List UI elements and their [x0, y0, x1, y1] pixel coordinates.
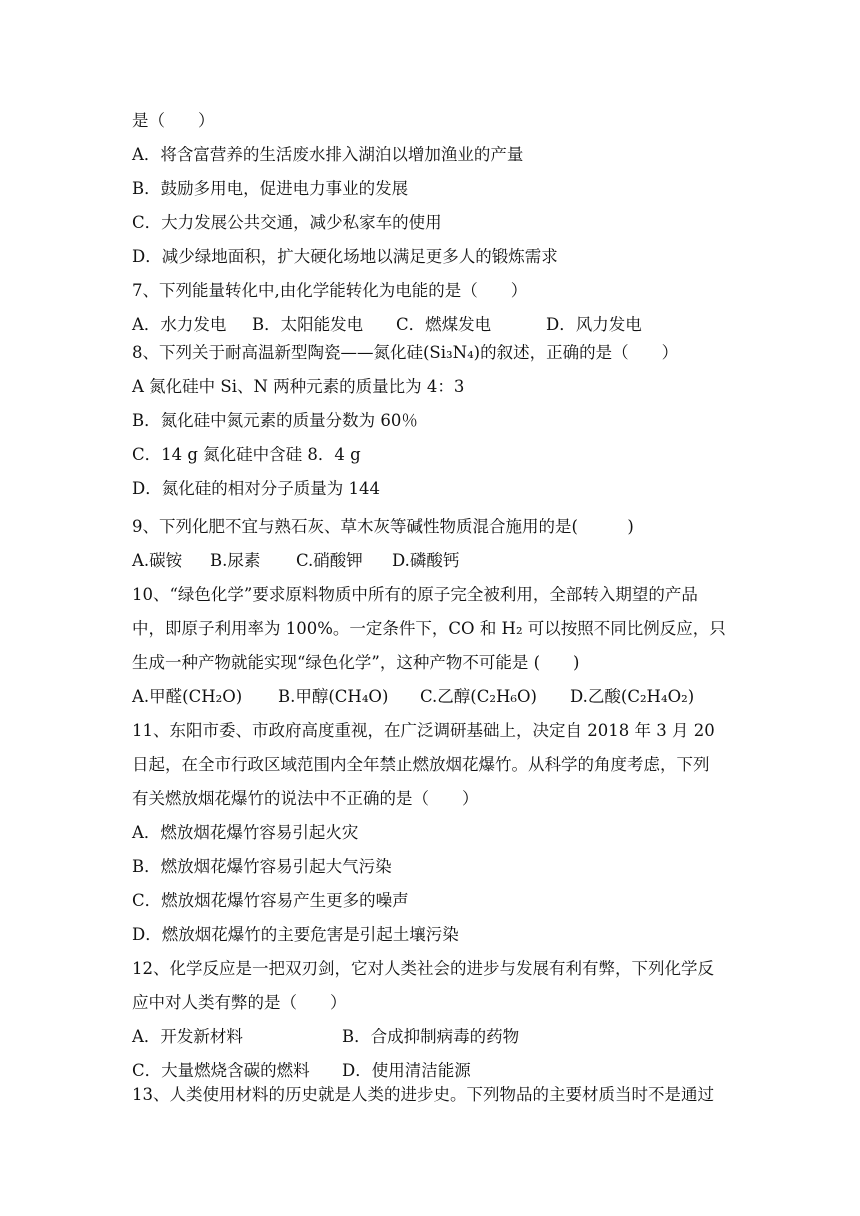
q12-option-c: C．大量燃烧含碳的燃料: [132, 1061, 310, 1080]
question-9: 9、下列化肥不宜与熟石灰、草木灰等碱性物质混合施用的是( ): [132, 517, 634, 536]
q9-option-c: C.硝酸钾: [296, 551, 363, 570]
q11-option-c: C．燃放烟花爆竹容易产生更多的噪声: [132, 891, 409, 910]
q8-option-c: C．14 g 氮化硅中含硅 8．4 g: [132, 445, 361, 464]
q12-option-b: B．合成抑制病毒的药物: [342, 1027, 520, 1046]
q9-option-a: A.碳铵: [132, 551, 183, 570]
question-11-line1: 11、东阳市委、市政府高度重视，在广泛调研基础上，决定自 2018 年 3 月 20: [132, 721, 715, 740]
question-10-line1: 10、“绿色化学”要求原料物质中所有的原子完全被利用，全部转入期望的产品: [132, 585, 698, 604]
q12-options-row2: [132, 1061, 732, 1081]
text-line: 是（ ）: [132, 111, 215, 130]
q7-option-d: D．风力发电: [546, 315, 642, 334]
question-11-line2: 日起，在全市行政区域范围内全年禁止燃放烟花爆竹。从科学的角度考虑，下列: [132, 755, 710, 774]
q8-option-d: D．氮化硅的相对分子质量为 144: [132, 479, 380, 498]
question-8: 8、下列关于耐高温新型陶瓷——氮化硅(Si₃N₄)的叙述，正确的是（ ）: [132, 343, 679, 362]
q8-option-a: A 氮化硅中 Si、N 两种元素的质量比为 4：3: [132, 377, 465, 396]
q7-option-b: B．太阳能发电: [252, 315, 364, 334]
q7-options: [132, 315, 732, 335]
q10-option-d: D.乙酸(C₂H₄O₂): [570, 687, 695, 706]
q7-option-a: A．水力发电: [132, 315, 227, 334]
q11-option-d: D．燃放烟花爆竹的主要危害是引起土壤污染: [132, 925, 459, 944]
question-12-line2: 应中对人类有弊的是（ ）: [132, 993, 347, 1012]
question-13-line1: 13、人类使用材料的历史就是人类的进步史。下列物品的主要材质当时不是通过: [132, 1085, 714, 1104]
q12-options-row1: [132, 1027, 732, 1047]
q6-option-b: B．鼓励多用电，促进电力事业的发展: [132, 179, 409, 198]
q9-options: [132, 551, 732, 571]
question-7: 7、下列能量转化中,由化学能转化为电能的是（ ）: [132, 281, 528, 300]
q10-option-c: C.乙醇(C₂H₆O): [420, 687, 537, 706]
question-12-line1: 12、化学反应是一把双刃剑，它对人类社会的进步与发展有利有弊，下列化学反: [132, 959, 714, 978]
question-11-line3: 有关燃放烟花爆竹的说法中不正确的是（ ）: [132, 789, 479, 808]
q9-option-b: B.尿素: [210, 551, 261, 570]
q12-option-a: A．开发新材料: [132, 1027, 243, 1046]
q6-option-d: D．减少绿地面积，扩大硬化场地以满足更多人的锻炼需求: [132, 247, 558, 266]
question-10-line3: 生成一种产物就能实现“绿色化学”，这种产物不可能是 ( ): [132, 653, 580, 672]
q7-option-c: C．燃煤发电: [396, 315, 492, 334]
q11-option-a: A．燃放烟花爆竹容易引起火灾: [132, 823, 359, 842]
q8-option-b: B．氮化硅中氮元素的质量分数为 60％: [132, 411, 418, 430]
q6-option-c: C．大力发展公共交通，减少私家车的使用: [132, 213, 442, 232]
q6-option-a: A．将含富营养的生活废水排入湖泊以增加渔业的产量: [132, 145, 524, 164]
q10-option-a: A.甲醛(CH₂O): [132, 687, 243, 706]
question-10-line2: 中，即原子利用率为 100%。一定条件下，CO 和 H₂ 可以按照不同比例反应，只: [132, 619, 726, 638]
q10-options: [132, 687, 732, 707]
q9-option-d: D.磷酸钙: [392, 551, 460, 570]
q11-option-b: B．燃放烟花爆竹容易引起大气污染: [132, 857, 392, 876]
q10-option-b: B.甲醇(CH₄O): [278, 687, 389, 706]
q12-option-d: D．使用清洁能源: [342, 1061, 471, 1080]
